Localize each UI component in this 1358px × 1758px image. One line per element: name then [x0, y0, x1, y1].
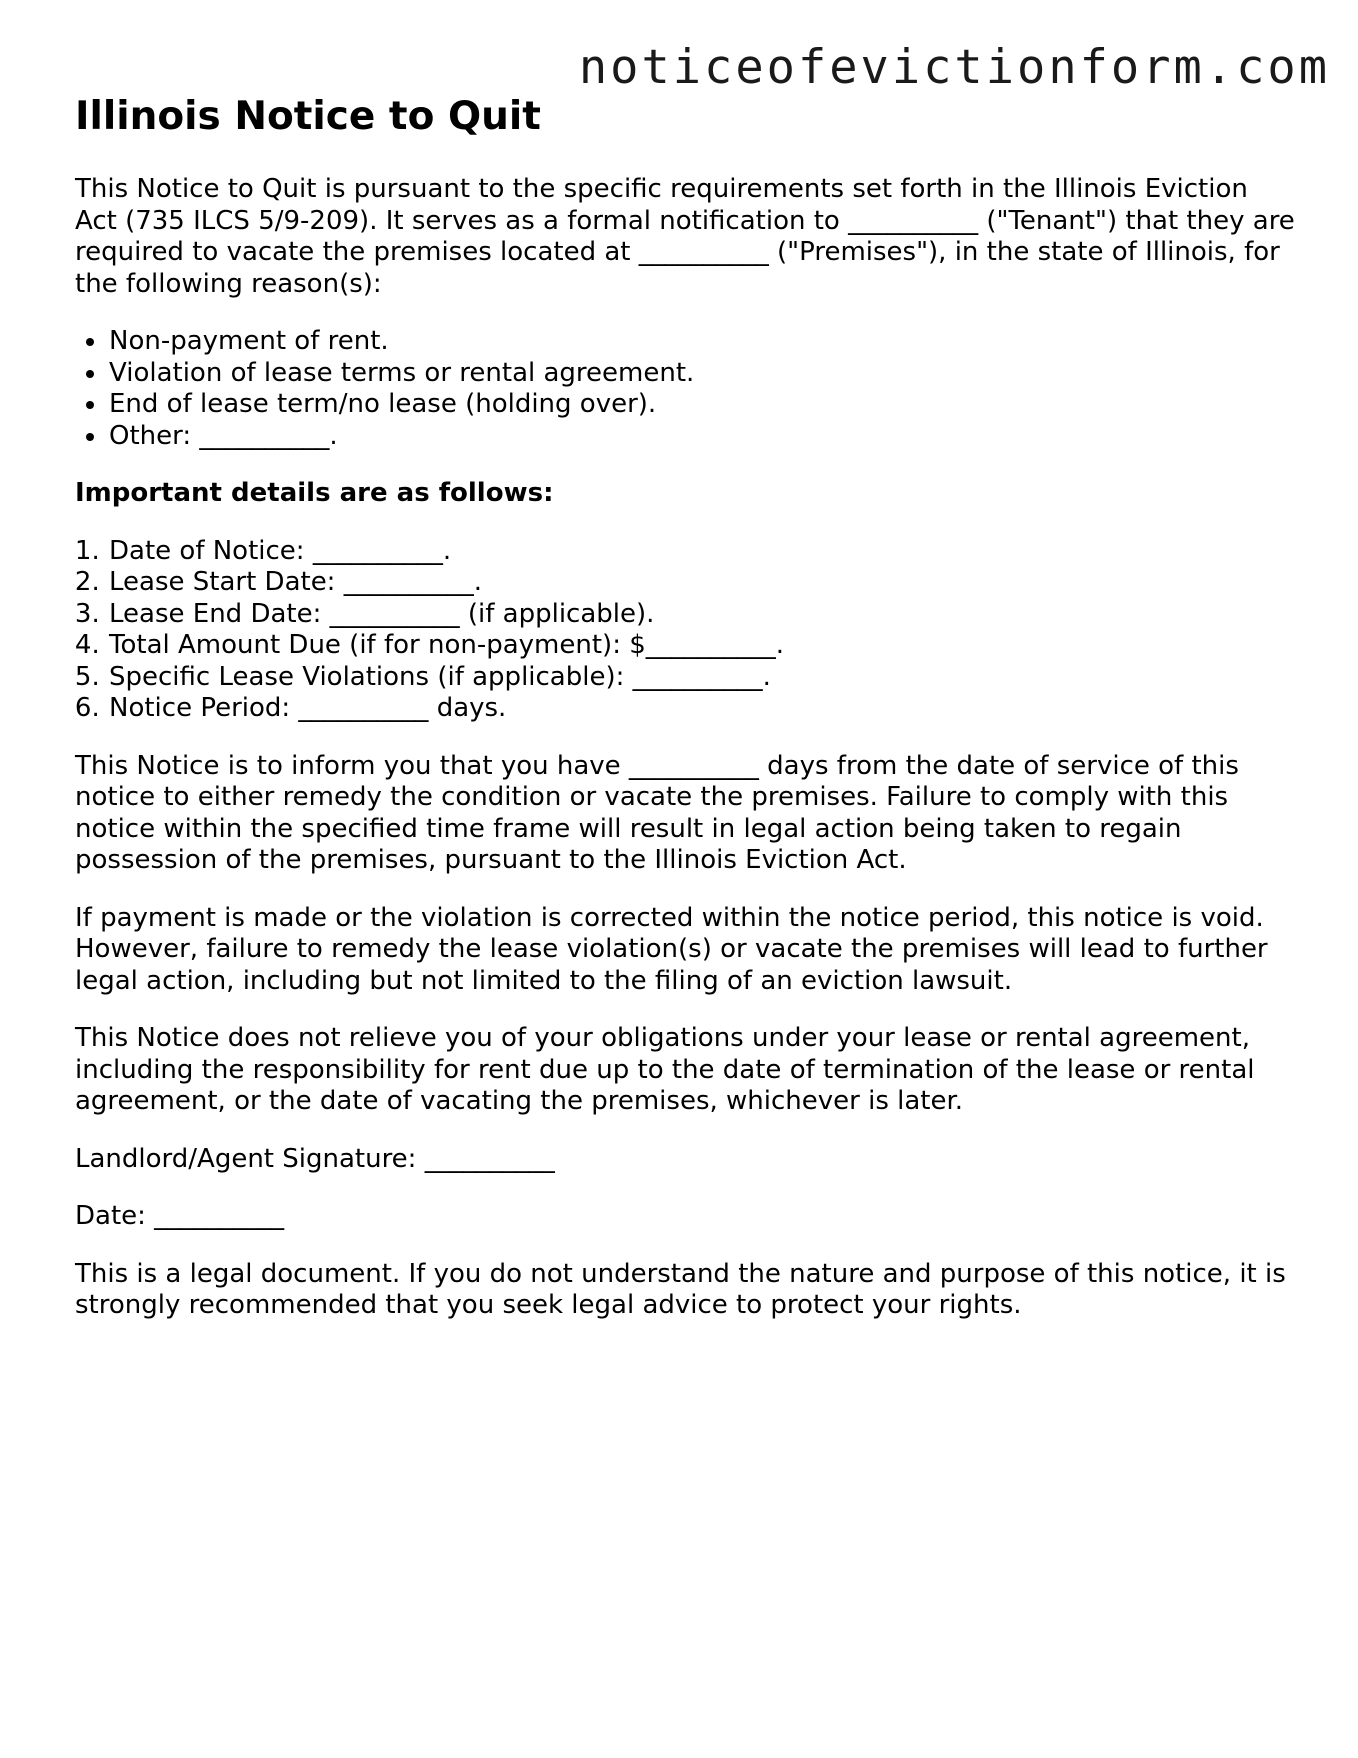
reason-item: • Violation of lease terms or rental agreement. — [108, 358, 1295, 390]
detail-item: 1. Date of Notice: __________. — [108, 536, 1295, 568]
detail-item: 4. Total Amount Due (if for non-payment): $__________. — [108, 630, 1295, 662]
site-watermark: noticeofevictionform.com — [578, 40, 1330, 95]
document-body — [75, 94, 1295, 1348]
details-list — [75, 536, 1295, 725]
legal-disclaimer: This is a legal document. If you do not understand the nature and purpose of this notice, it is strongly recommended that you seek legal advice to protect your rights. — [75, 1258, 1286, 1320]
remedy-paragraph: This Notice is to inform you that you have __________ days from the date of service of this notice to either remedy the condition or vacate the premises. Failure to comply with this notice within the specified time frame will result in legal action being taken to regain possession of the premises, pursuant to the Illinois Eviction Act. — [75, 750, 1239, 875]
detail-item: 2. Lease Start Date: __________. — [108, 567, 1295, 599]
reason-item: • Non-payment of rent. — [108, 326, 1295, 358]
reason-item: • Other: __________. — [108, 421, 1295, 453]
detail-item: 3. Lease End Date: __________ (if applicable). — [108, 599, 1295, 631]
signature-line: Landlord/Agent Signature: __________ — [75, 1143, 555, 1174]
detail-item: 6. Notice Period: __________ days. — [108, 693, 1295, 725]
detail-item: 5. Specific Lease Violations (if applicable): __________. — [108, 662, 1295, 694]
void-paragraph: If payment is made or the violation is corrected within the notice period, this notice is void. However, failure to remedy the lease violation(s) or vacate the premises will lead to further legal action, including but not limited to the filing of an eviction lawsuit. — [75, 902, 1268, 996]
date-line: Date: __________ — [75, 1201, 285, 1231]
obligations-paragraph: This Notice does not relieve you of your obligations under your lease or rental agreement, including the responsibility for rent due up to the date of termination of the lease or rental agreement, or the date of vacating the premises, whichever is later. — [75, 1023, 1255, 1116]
reason-item: • End of lease term/no lease (holding over). — [108, 389, 1295, 421]
document-title: Illinois Notice to Quit — [75, 94, 541, 139]
intro-paragraph: This Notice to Quit is pursuant to the specific requirements set forth in the Illinois Eviction Act (735 ILCS 5/9-209). It serves as a formal notification to __________ ("Tenant") that they are required to vacate the premises located at __________ ("Premises"), in the state of Illinois, for the following reason(s): — [75, 174, 1295, 299]
reasons-list — [75, 326, 1295, 452]
details-heading: Important details are as follows: — [75, 478, 554, 508]
